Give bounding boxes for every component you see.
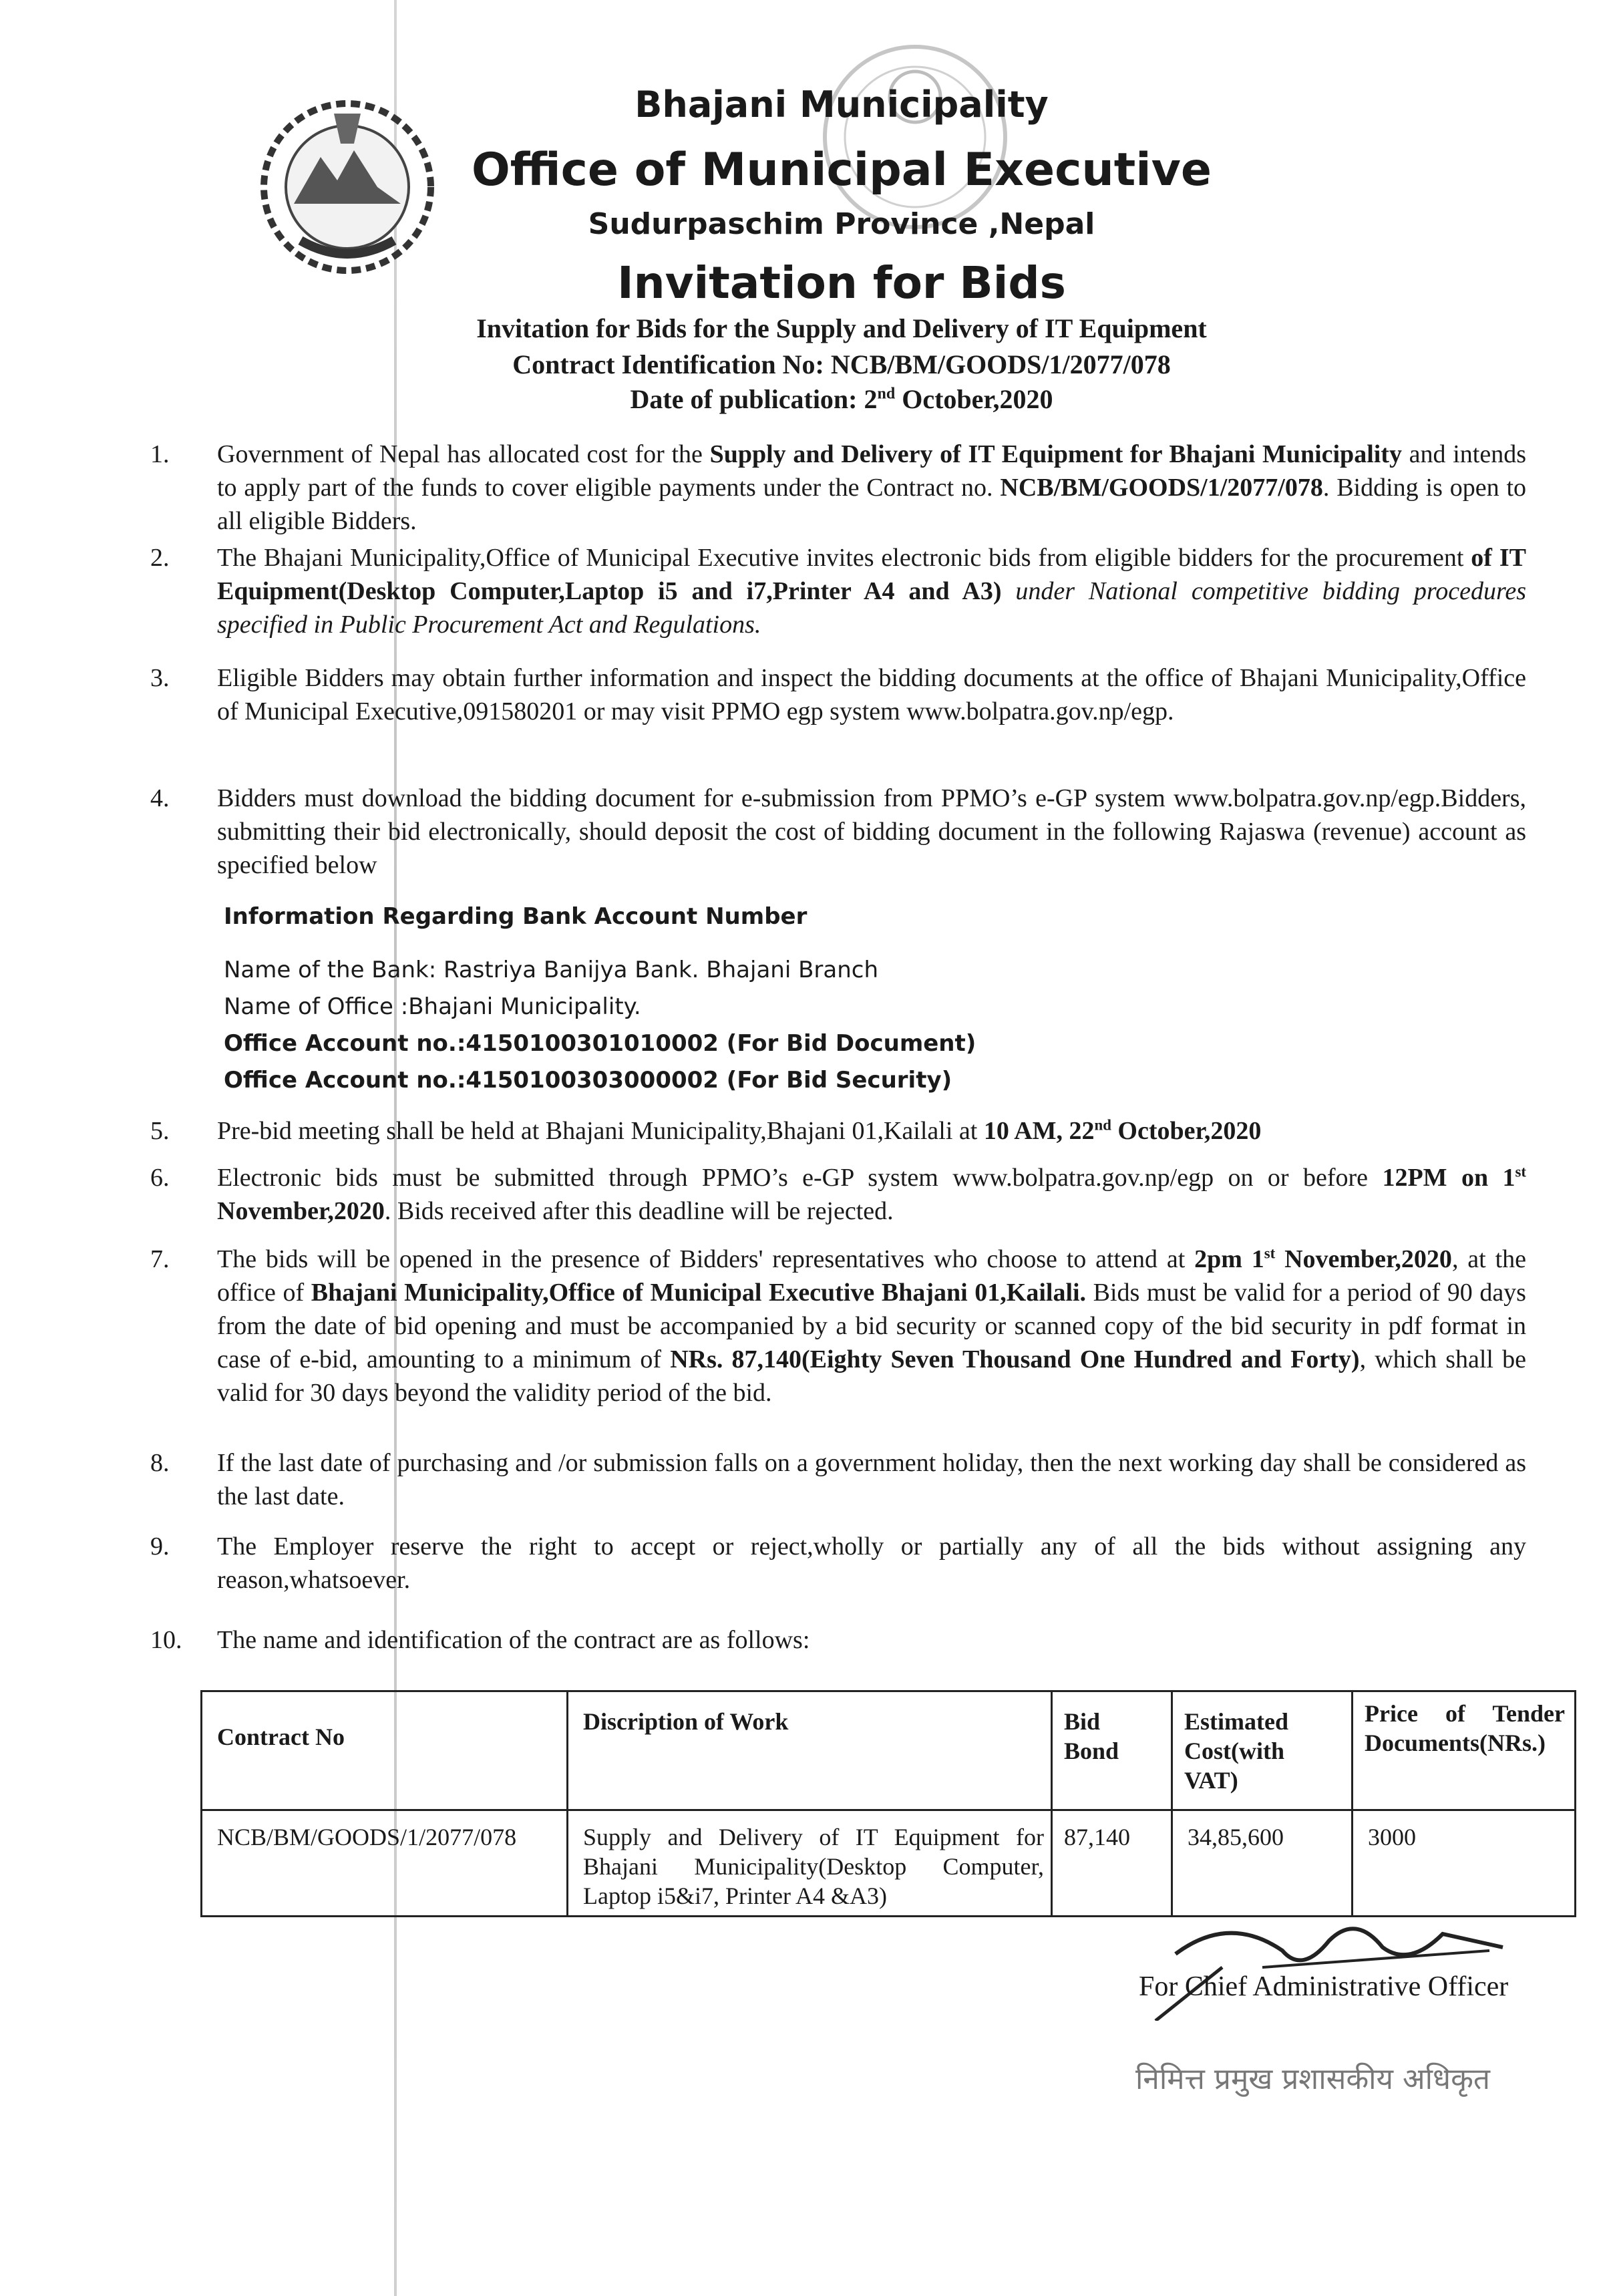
header-contract-no: Contract No bbox=[217, 1724, 345, 1750]
clause-text: Bidders must download the bidding document for e-submission from PPMO’s e-GP system www.bolpatra.gov.np/egp.Bidders, submitting their bid electronically, should deposit the cost of bidding document in the following Rajaswa (revenue) account as specified below bbox=[217, 784, 1526, 879]
clause-number: 4. bbox=[150, 784, 170, 812]
bank-info-heading: Information Regarding Bank Account Number bbox=[224, 903, 808, 930]
header-estimated-cost: Estimated Cost(with VAT) bbox=[1184, 1708, 1288, 1794]
nepal-emblem-icon bbox=[254, 87, 441, 281]
clause-text: Eligible Bidders may obtain further information and inspect the bidding documents at the office of Bhajani Municipality,Office of Municipal Executive,091580201 or may visit PPMO egp system www.bolpatra.gov.np/egp. bbox=[217, 664, 1526, 725]
account-bid-security: Office Account no.:4150100303000002 (For Bid Security) bbox=[224, 1067, 952, 1094]
table-col-divider bbox=[1351, 1692, 1353, 1915]
subtitle-line1: Invitation for Bids for the Supply and Delivery of IT Equipment bbox=[476, 313, 1207, 343]
scan-binder-line bbox=[394, 0, 397, 2296]
clause-number: 3. bbox=[150, 664, 170, 692]
clause-text: Government of Nepal has allocated cost for the Supply and Delivery of IT Equipment for Bhajani Municipality and intends to apply part of the funds to cover eligible payments under the Contract no. NCB/BM/GOODS/1/2077/078. Bidding is open to all eligible Bidders. bbox=[217, 440, 1527, 535]
contract-id-line: Contract Identification No: NCB/BM/GOODS/1/2077/078 bbox=[512, 349, 1171, 379]
header-bid-bond: Bid Bond bbox=[1064, 1708, 1119, 1764]
bank-name: Name of the Bank: Rastriya Banijya Bank. Bhajani Branch bbox=[224, 957, 879, 983]
header-description: Discription of Work bbox=[583, 1708, 789, 1735]
clause-text: The name and identification of the contract are as follows: bbox=[217, 1626, 810, 1654]
clause-number: 1. bbox=[150, 440, 170, 468]
clause-number: 2. bbox=[150, 544, 170, 572]
signatory-role-nepali: निमित्त प्रमुख प्रशासकीय अधिकृत bbox=[1135, 2062, 1490, 2096]
clause-number: 10. bbox=[150, 1626, 182, 1654]
office-name-line: Name of Office :Bhajani Municipality. bbox=[224, 993, 641, 1020]
clause-number: 9. bbox=[150, 1532, 170, 1561]
municipality-name: Bhajani Municipality bbox=[635, 84, 1049, 126]
table-col-divider bbox=[566, 1692, 568, 1915]
header-price: Price of Tender Documents(NRs.) bbox=[1365, 1700, 1565, 1756]
clause-text: Electronic bids must be submitted through PPMO’s e-GP system www.bolpatra.gov.np/egp on or before 12PM on 1st November,2020. Bids received after this deadline will be rejected. bbox=[217, 1163, 1526, 1225]
table-col-divider bbox=[1171, 1692, 1173, 1915]
page-title: Invitation for Bids bbox=[617, 257, 1066, 309]
clause-text: Pre-bid meeting shall be held at Bhajani Municipality,Bhajani 01,Kailali at 10 AM, 22nd October,2020 bbox=[217, 1116, 1262, 1145]
clause-number: 7. bbox=[150, 1245, 170, 1273]
clause-number: 6. bbox=[150, 1164, 170, 1192]
contract-table bbox=[200, 1690, 1576, 1917]
cell-bid-bond: 87,140 bbox=[1064, 1824, 1130, 1850]
signatory-role: For Chief Administrative Officer bbox=[1139, 1971, 1509, 2002]
clause-text: The Bhajani Municipality,Office of Municipal Executive invites electronic bids from eligible bidders for the procurement of IT Equipment(Desktop Computer,Laptop i5 and i7,Printer A4 and A3) under National competitive bidding procedures specified in Public Procurement Act and Regulations. bbox=[217, 544, 1526, 639]
clause-number: 5. bbox=[150, 1117, 170, 1145]
clause-number: 8. bbox=[150, 1449, 170, 1477]
cell-contract-no: NCB/BM/GOODS/1/2077/078 bbox=[217, 1824, 517, 1850]
account-bid-document: Office Account no.:4150100301010002 (For Bid Document) bbox=[224, 1030, 976, 1057]
cell-price: 3000 bbox=[1368, 1824, 1416, 1850]
cell-description: Supply and Delivery of IT Equipment for Bhajani Municipality(Desktop Computer, Laptop i5&i7, Printer A4 &A3) bbox=[583, 1824, 1044, 1909]
publication-date: Date of publication: 2nd October,2020 bbox=[630, 384, 1053, 414]
table-col-divider bbox=[1051, 1692, 1053, 1915]
office-name: Office of Municipal Executive bbox=[471, 144, 1212, 196]
clause-text: If the last date of purchasing and /or submission falls on a government holiday, then the next working day shall be considered as the last date. bbox=[217, 1449, 1526, 1510]
cell-estimated-cost: 34,85,600 bbox=[1188, 1824, 1284, 1850]
clause-text: The bids will be opened in the presence of Bidders' representatives who choose to attend at 2pm 1st November,2020, at the office of Bhajani Municipality,Office of Municipal Executive Bhajani 01,Kailali. Bids must be valid for a period of 90 days from the date of bid opening and must be accompanied by a bid security or scanned copy of the bid security in pdf format in case of e-bid, amounting to a minimum of NRs. 87,140(Eighty Seven Thousand One Hundred and Forty), which shall be valid for 30 days beyond the validity period of the bid. bbox=[217, 1245, 1526, 1407]
province-name: Sudurpaschim Province ,Nepal bbox=[588, 207, 1095, 241]
clause-text: The Employer reserve the right to accept or reject,wholly or partially any of all the bids without assigning any reason,whatsoever. bbox=[217, 1532, 1526, 1594]
table-row-divider bbox=[202, 1809, 1574, 1811]
